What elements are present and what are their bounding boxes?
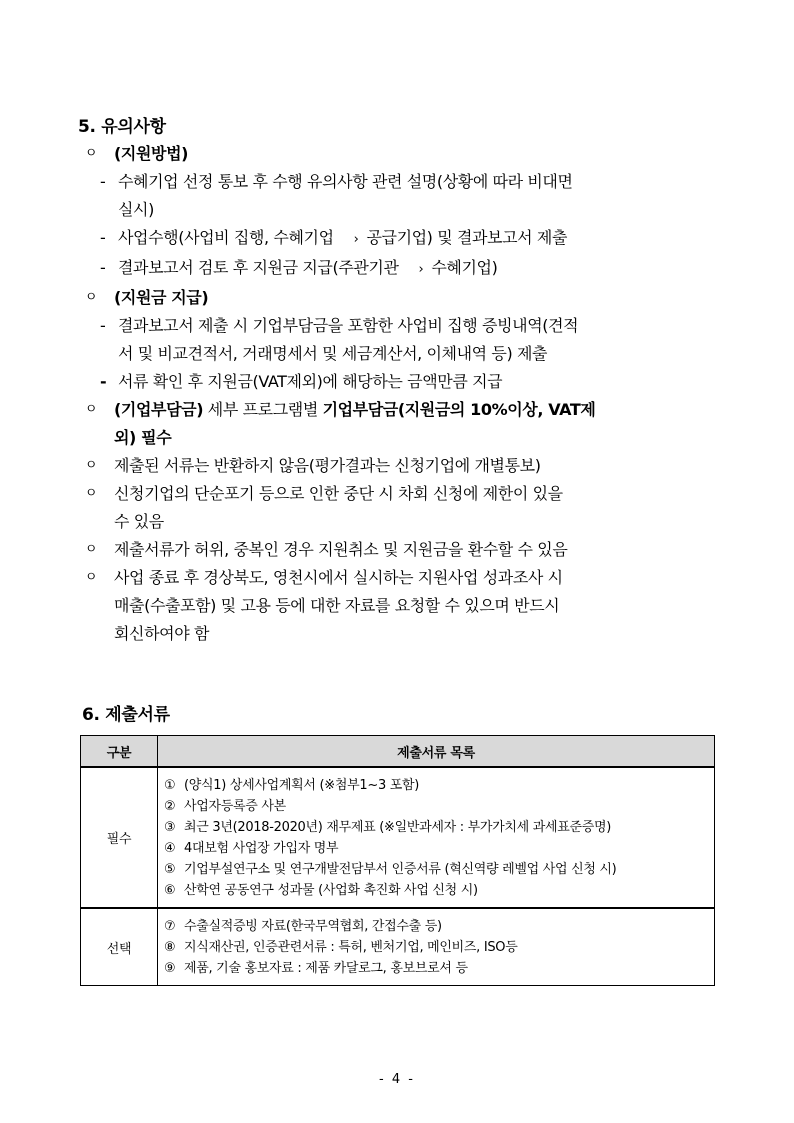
dash-bullet: - [100, 372, 107, 391]
circle-bullet: ㅇ [84, 458, 98, 473]
list-item: ① (양식1) 상세사업계획서 (※첨부1~3 포함) [164, 778, 420, 793]
table-row [81, 767, 715, 908]
section-6-title: 6. 제출서류 [82, 705, 170, 725]
table-header-row [81, 736, 715, 768]
list-item: ③ 최근 3년(2018-2020년) 재무제표 (※일반과세자 : 부가가치세 과세표준증명) [164, 820, 612, 835]
circle-bullet: ㅇ [84, 486, 98, 501]
documents-table [80, 735, 715, 986]
circle-bullet: ㅇ [84, 290, 98, 305]
page-number: - 4 - [379, 1072, 415, 1087]
list-item: ⑦ 수출실적증빙 자료(한국무역협회, 간접수출 등) [164, 919, 442, 934]
arrow-right-icon: › [418, 262, 424, 277]
list-item: ④ 4대보험 사업장 가입자 명부 [164, 841, 339, 856]
header-category: 구분 [81, 736, 158, 768]
dash-bullet: - [100, 316, 106, 335]
notice-subitem: - 사업수행(사업비 집행, 수혜기업 › 공급기업) 및 결과보고서 제출 [84, 224, 724, 254]
list-item: ② 사업자등록증 사본 [164, 799, 286, 814]
arrow-right-icon: › [353, 232, 359, 247]
list-item: ⑤ 기업부설연구소 및 연구개발전담부서 인증서류 (혁신역량 레벨업 사업 신청 시) [164, 862, 617, 877]
category-cell: 선택 [81, 908, 158, 986]
dash-bullet: - [100, 228, 106, 247]
notice-subitem: - 결과보고서 검토 후 지원금 지급(주관기관 › 수혜기업) [84, 254, 724, 284]
notice-item: ㅇ 제출서류가 허위, 중복인 경우 지원취소 및 지원금을 환수할 수 있음 [84, 536, 724, 564]
circle-bullet: ㅇ [84, 402, 98, 417]
document-list-cell [158, 908, 715, 986]
category-cell: 필수 [81, 767, 158, 908]
notice-subitem: - 결과보고서 제출 시 기업부담금을 포함한 사업비 집행 증빙내역(견적 서 및 비교견적서, 거래명세서 및 세금계산서, 이체내역 등) 제출 [84, 312, 724, 368]
notice-subitem: - 서류 확인 후 지원금(VAT제외)에 해당하는 금액만큼 지급 [84, 368, 724, 396]
notice-item: ㅇ 제출된 서류는 반환하지 않음(평가결과는 신청기업에 개별통보) [84, 452, 724, 480]
section-5-title: 5. 유의사항 [78, 117, 166, 137]
notice-subitem: - 수혜기업 선정 통보 후 수행 유의사항 관련 설명(상황에 따라 비대면 실시) [84, 168, 724, 224]
list-item: ⑧ 지식재산권, 인증관련서류 : 특허, 벤처기업, 메인비즈, ISO등 [164, 940, 518, 955]
notice-item: ㅇ (지원방법) [84, 140, 724, 168]
list-item: ⑥ 산학연 공동연구 성과물 (사업화 촉진화 사업 신청 시) [164, 883, 478, 898]
circle-bullet: ㅇ [84, 146, 98, 161]
document-list-cell [158, 767, 715, 908]
notice-item: ㅇ 신청기업의 단순포기 등으로 인한 중단 시 차회 신청에 제한이 있을 수 있음 [84, 480, 724, 536]
dash-bullet: - [100, 172, 106, 191]
notice-item: ㅇ (지원금 지급) [84, 284, 724, 312]
notice-item: ㅇ 사업 종료 후 경상북도, 영천시에서 실시하는 지원사업 성과조사 시 매출(수출포함) 및 고용 등에 대한 자료를 요청할 수 있으며 반드시 회신하여야 함 [84, 564, 724, 648]
dash-bullet: - [100, 258, 106, 277]
header-document-list: 제출서류 목록 [158, 736, 715, 768]
notice-item: ㅇ (기업부담금) 세부 프로그램별 기업부담금(지원금의 10%이상, VAT제 외) 필수 [84, 396, 724, 452]
notice-list [84, 140, 724, 648]
circle-bullet: ㅇ [84, 542, 98, 557]
list-item: ⑨ 제품, 기술 홍보자료 : 제품 카달로그, 홍보브로셔 등 [164, 961, 468, 976]
table-row [81, 908, 715, 986]
circle-bullet: ㅇ [84, 570, 98, 585]
